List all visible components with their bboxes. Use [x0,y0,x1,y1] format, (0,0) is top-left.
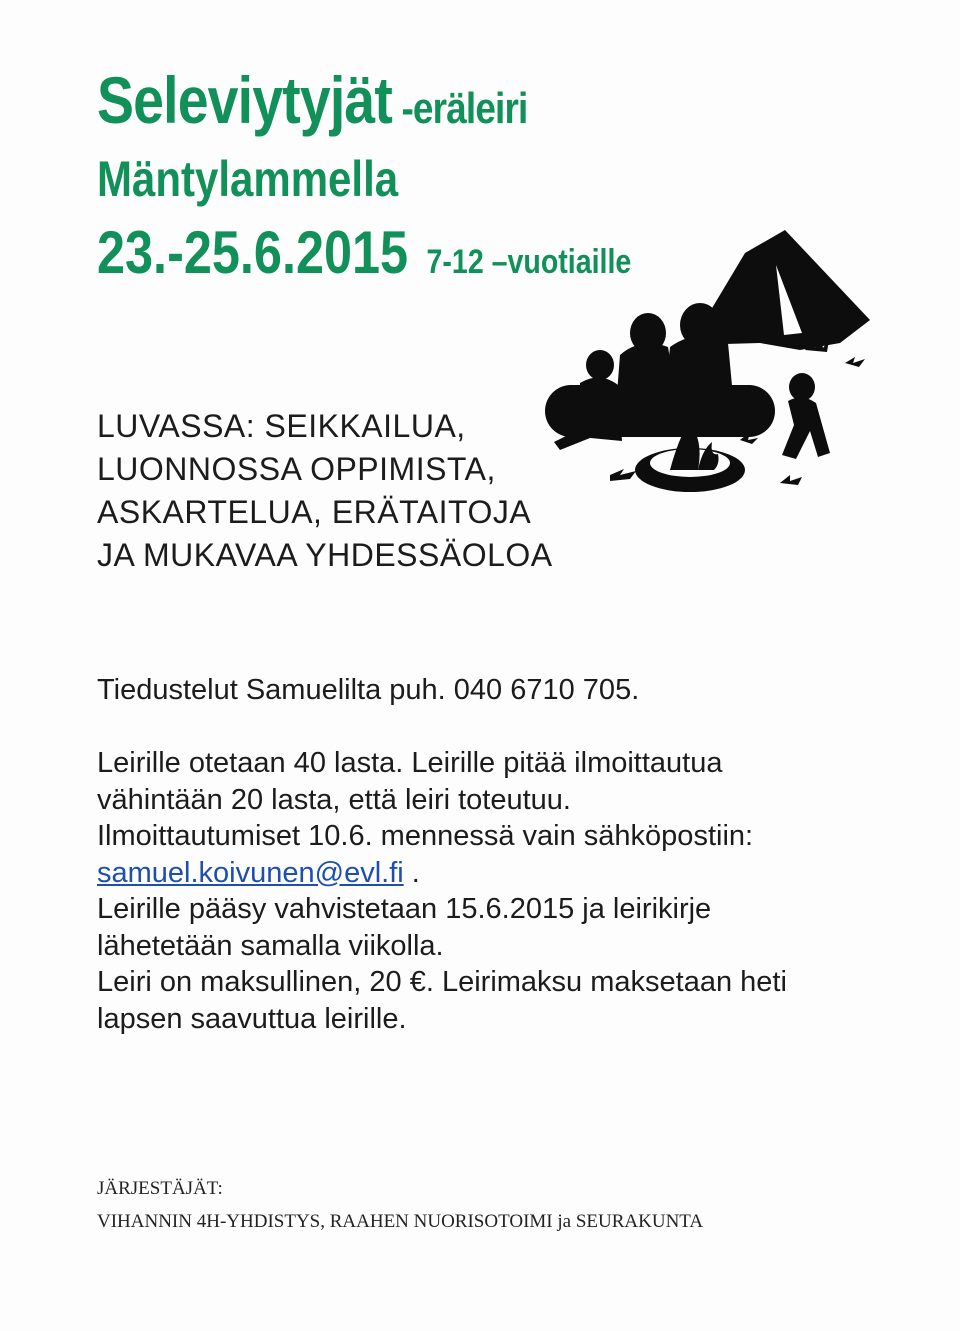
registration-details [97,745,787,1037]
campfire-scene-illustration [540,225,900,525]
camp-title-main: Seleviytyjät [97,63,393,137]
detail-line: lähetetään samalla viikolla. [97,929,444,962]
detail-line: lapsen saavuttua leirille. [97,1002,407,1035]
age-group: 7-12 –vuotiaille [426,243,632,281]
camp-dates: 23.-25.6.2015 [97,219,409,286]
camp-title-suffix: -eräleiri [392,84,528,133]
highlight-line: LUVASSA: SEIKKAILUA, [97,408,466,444]
highlight-line: ASKARTELUA, ERÄTAITOJA [97,494,532,530]
email-link[interactable]: samuel.koivunen@evl.fi [97,856,404,889]
detail-line: Leirille pääsy vahvistetaan 15.6.2015 ja leirikirje [97,893,712,925]
organizers [97,1172,703,1238]
camp-title [97,62,527,138]
organizers-heading: JÄRJESTÄJÄT: [97,1178,223,1199]
highlight-line: JA MUKAVAA YHDESSÄOLOA [97,537,553,573]
email-line [97,855,787,892]
highlight-line: LUONNOSSA OPPIMISTA, [97,451,496,487]
detail-line: Leirille otetaan 40 lasta. Leirille pitää ilmoittautua [97,747,723,779]
contact-info: Tiedustelut Samuelilta puh. 040 6710 705. [97,674,640,706]
detail-line: Ilmoittautumiset 10.6. mennessä vain sähköpostiin: [97,820,754,852]
camp-location: Mäntylammella [97,151,399,207]
detail-line: Leiri on maksullinen, 20 €. Leirimaksu maksetaan heti [97,966,787,998]
organizers-names: VIHANNIN 4H-YHDISTYS, RAAHEN NUORISOTOIMI ja SEURAKUNTA [97,1211,704,1232]
email-trailing: . [403,856,420,889]
program-highlights [97,405,553,577]
detail-line: vähintään 20 lasta, että leiri toteutuu. [97,783,571,816]
